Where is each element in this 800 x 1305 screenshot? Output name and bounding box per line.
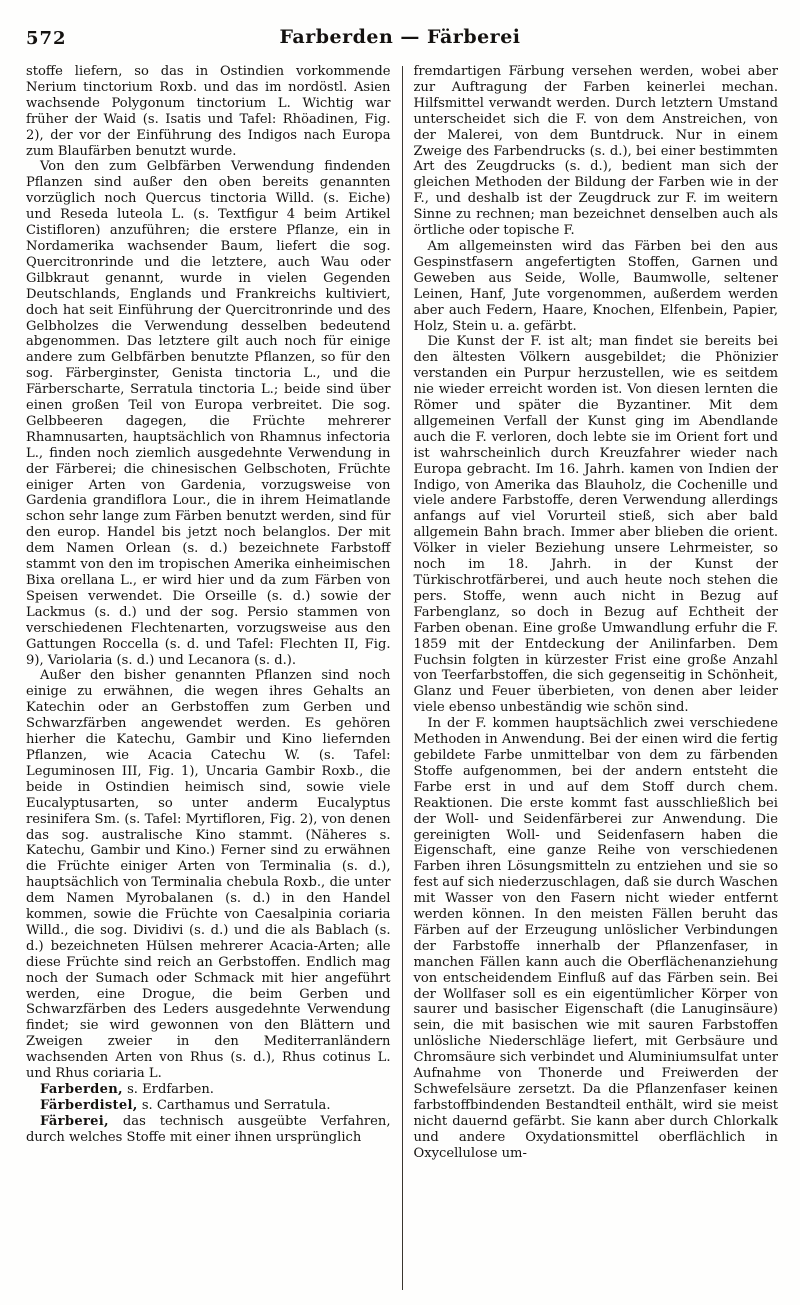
entry-term: Färberdistel,	[40, 1097, 138, 1113]
body-paragraph: Von den zum Gelbfärben Verwendung findenden Pflanzen sind außer den oben bereits genannten vorzüglich noch Quercus tinctoria Willd. (s. Eiche) und Reseda luteola L. (s. Textfigur 4 beim Artikel Cistifloren) anzuführen; die erstere Pflanze, ein in Nordamerika wachsender Baum, liefert die sog. Quercitronrinde und die letztere, auch Wau oder Gilbkraut genannt, wurde in vielen Gegenden Deutschlands, Englands und Frankreichs kultiviert, doch hat seit Einführung der Quercitronrinde und des Gelbholzes die Verwendung desselben bedeutend abgenommen. Das letztere gilt auch noch für einige andere zum Gelbfärben benutzte Pflanzen, so für den sog. Färberginster, Genista tinctoria L., und die Färberscharte, Serratula tinctoria L.; beide sind über einen großen Teil von Europa verbreitet. Die sog. Gelbbeeren dagegen, die Früchte mehrerer Rhamnusarten, hauptsächlich von Rhamnus infectoria L., finden noch ziemlich ausgedehnte Verwendung in der Färberei; die chinesischen Gelbschoten, Früchte einiger Arten von Gardenia, vorzugsweise von Gardenia grandiflora Lour., die in ihrem Heimatlande schon sehr lange zum Färben benutzt werden, sind für den europ. Handel bis jetzt noch belanglos. Der mit dem Namen Orlean (s. d.) bezeichnete Farbstoff stammt von den im tropischen Amerika einheimischen Bixa orellana L., er wird hier und da zum Färben von Speisen verwendet. Die Orseille (s. d.) sowie der Lackmus (s. d.) und der sog. Persio stammen von verschiedenen Flechtenarten, vorzugsweise aus den Gattungen Roccella (s. d. und Tafel: Flechten II, Fig. 9), Variolaria (s. d.) und Lecanora (s. d.).	[26, 159, 391, 668]
two-column-text-area	[0, 50, 800, 1290]
body-paragraph: Die Kunst der F. ist alt; man findet sie bereits bei den ältesten Völkern ausgebildet; die Phönizier verstanden ein Purpur herzustellen, wie es seitdem nie wieder erreicht worden ist. Von diesen lernten die Römer und später die Byzantiner. Mit dem allgemeinen Verfall der Kunst ging im Abendlande auch die F. verloren, doch lebte sie im Orient fort und ist wahrscheinlich durch Kreuzfahrer wieder nach Europa gebracht. Im 16. Jahrh. kamen von Indien der Indigo, von Amerika das Blauholz, die Cochenille und viele andere Farbstoffe, deren Verwendung allerdings anfangs auf viel Vorurteil stieß, sich aber bald allgemein Bahn brach. Immer aber blieben die orient. Völker in vieler Beziehung unsere Lehrmeister, so noch im 18. Jahrh. in der Kunst der Türkischrotfärberei, und auch heute noch stehen die pers. Stoffe, wenn auch nicht in Bezug auf Farbenglanz, so doch in Bezug auf Echtheit der Farben obenan. Eine große Umwandlung erfuhr die F. 1859 mit der Entdeckung der Anilinfarben. Dem Fuchsin folgten in kürzester Frist eine große Anzahl von Teerfarbstoffen, die sich gegenseitig in Schönheit, Glanz und Feuer überbieten, von denen aber leider viele ebenso unbeständig wie schön sind.	[413, 334, 778, 716]
body-paragraph: In der F. kommen hauptsächlich zwei verschiedene Methoden in Anwendung. Bei der einen wird die fertig gebildete Farbe unmittelbar von dem zu färbenden Stoffe aufgenommen, bei der andern entsteht die Farbe erst in und auf dem Stoff durch chem. Reaktionen. Die erste kommt fast ausschließlich bei der Woll- und Seidenfärberei zur Anwendung. Die gereinigten Woll- und Seidenfasern haben die Eigenschaft, eine ganze Reihe von verschiedenen Farben ihren Lösungsmitteln zu entziehen und sie so fest auf sich niederzuschlagen, daß sie durch Waschen mit Wasser von den Fasern nicht wieder entfernt werden können. In den meisten Fällen beruht das Färben auf der Erzeugung unlöslicher Verbindungen der Farbstoffe innerhalb der Pflanzenfaser, in manchen Fällen kann auch die Oberflächenanziehung von entscheidendem Einfluß auf das Färben sein. Bei der Wollfaser soll es ein eigentümlicher Körper von saurer und basischer Eigenschaft (die Lanuginsäure) sein, die mit basischen wie mit sauren Farbstoffen unlösliche Niederschläge liefert, mit Gerbsäure und Chromsäure sich verbindet und Aluminiumsulfat unter Aufnahme von Thonerde und Freiwerden der Schwefelsäure zersetzt. Da die Pflanzenfaser keinen farbstoffbindenden Bestandteil enthält, wird sie meist nicht dauernd gefärbt. Sie kann aber durch Chlorkalk und andere Oxydationsmittel oberflächlich in Oxycellulose um-	[413, 716, 778, 1161]
left-column	[26, 64, 402, 1290]
body-paragraph: Am allgemeinsten wird das Färben bei den aus Gespinstfasern angefertigten Stoffen, Garnen und Geweben aus Seide, Wolle, Baumwolle, seltener Leinen, Hanf, Jute vorgenommen, außerdem werden aber auch Federn, Haare, Knochen, Elfenbein, Papier, Holz, Stein u. a. gefärbt.	[413, 238, 778, 334]
body-paragraph: fremdartigen Färbung versehen werden, wobei aber zur Auftragung der Farben keinerlei mechan. Hilfsmittel verwandt werden. Durch letztern Umstand unterscheidet sich die F. von dem Anstreichen, von der Malerei, von dem Buntdruck. Nur in einem Zweige des Farbendrucks (s. d.), bei einer bestimmten Art des Zeugdrucks (s. d.), bedient man sich der gleichen Methoden der Bildung der Farben wie in der F., und deshalb ist der Zeugdruck zur F. im weitern Sinne zu rechnen; man bezeichnet denselben auch als örtliche oder topische F.	[413, 64, 778, 239]
entry-term: Farberden,	[40, 1082, 123, 1097]
page-number: 572	[26, 28, 67, 49]
page-header	[0, 0, 800, 50]
entry-term: Färberei,	[40, 1113, 109, 1129]
right-column	[403, 64, 779, 1290]
page-title: Farberden — Färberei	[279, 26, 521, 48]
entry-paragraph: Färberdistel, s. Carthamus und Serratula.	[40, 1097, 331, 1113]
body-paragraph: Außer den bisher genannten Pflanzen sind noch einige zu erwähnen, die wegen ihres Gehalts an Katechin oder an Gerbstoffen zum Gerben und Schwarzfärben angewendet werden. Es gehören hierher die Katechu, Gambir und Kino liefernden Pflanzen, wie Acacia Catechu W. (s. Tafel: Leguminosen III, Fig. 1), Uncaria Gambir Roxb., die beide in Ostindien heimisch sind, sowie viele Eucalyptusarten, so unter anderm Eucalyptus resinifera Sm. (s. Tafel: Myrtifloren, Fig. 2), von denen das sog. australische Kino stammt. (Näheres s. Katechu, Gambir und Kino.) Ferner sind zu erwähnen die Früchte einiger Arten von Terminalia (s. d.), hauptsächlich von Terminalia chebula Roxb., die unter dem Namen Myrobalanen (s. d.) in den Handel kommen, sowie die Früchte von Caesalpinia coriaria Willd., die sog. Dividivi (s. d.) und die als Bablach (s. d.) bezeichneten Hülsen mehrerer Acacia-Arten; alle diese Früchte sind reich an Gerbstoffen. Endlich mag noch der Sumach oder Schmack mit hier angeführt werden, eine Drogue, die beim Gerben und Schwarzfärben des Leders ausgedehnte Verwendung findet; sie wird gewonnen von den Blättern und Zweigen zweier in den Mediterranländern wachsenden Arten von Rhus (s. d.), Rhus cotinus L. und Rhus coriaria L.	[26, 668, 391, 1082]
body-paragraph: stoffe liefern, so das in Ostindien vorkommende Nerium tinctorium Roxb. und das im nordöstl. Asien wachsende Polygonum tinctorium L. Wichtig war früher der Waid (s. Isatis und Tafel: Rhöadinen, Fig. 2), der vor der Einführung des Indigos nach Europa zum Blaufärben benutzt wurde.	[26, 64, 391, 159]
entry-paragraph: Farberden, s. Erdfarben.	[40, 1082, 214, 1097]
entry-paragraph: Färberei, das technisch ausgeübte Verfahren, durch welches Stoffe mit einer ihnen ursprünglich	[26, 1113, 391, 1145]
